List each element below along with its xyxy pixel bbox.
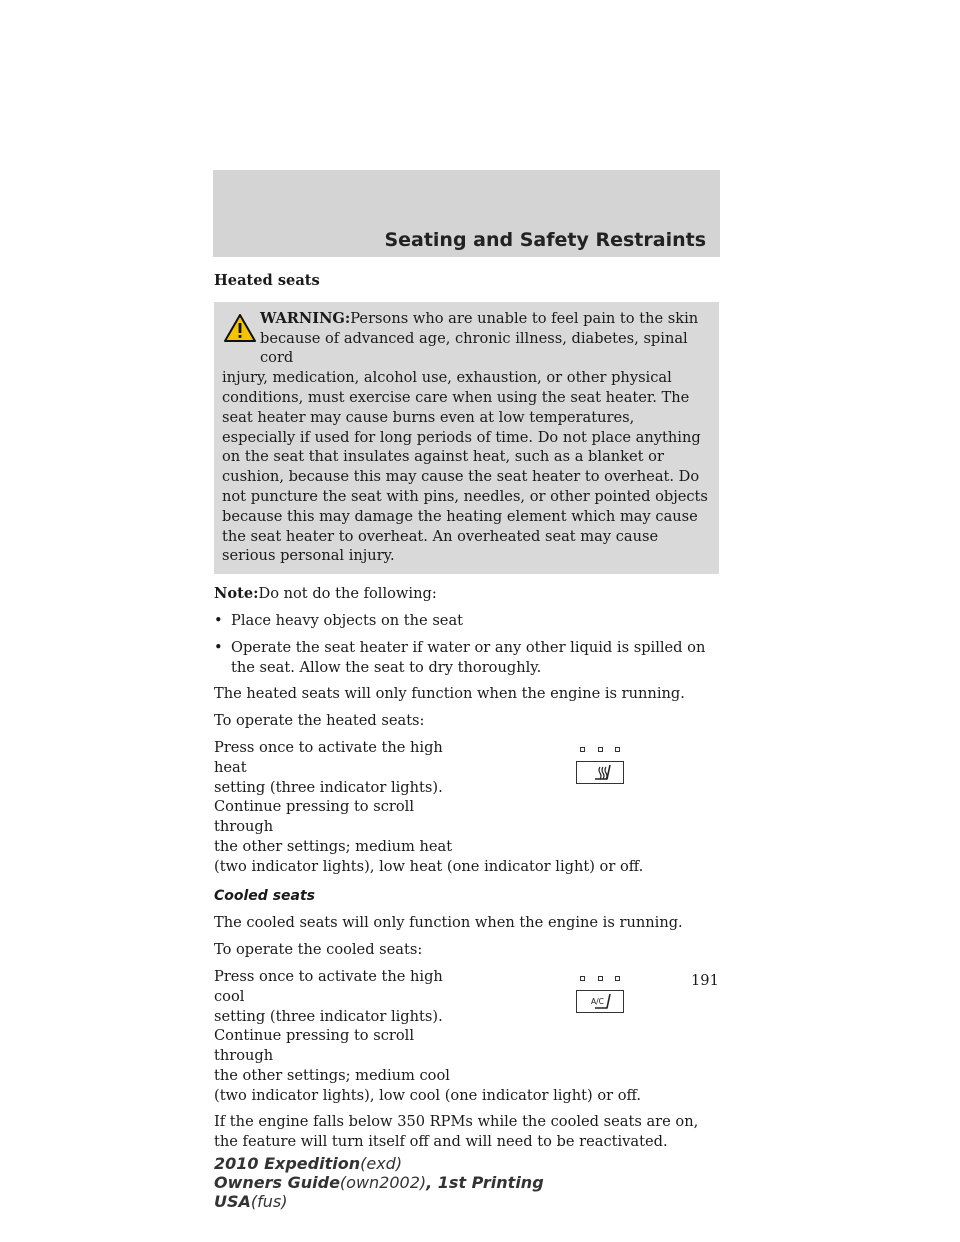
indicator-light (598, 747, 603, 752)
warning-line2: because of advanced age, chronic illness, diabetes, spinal cord (260, 329, 688, 367)
heated-press-line: setting (three indicator lights). (214, 778, 443, 796)
warning-line1: Persons who are unable to feel pain to the skin (350, 309, 699, 327)
footer-line-3 (214, 1192, 544, 1211)
footer-line-2 (214, 1173, 544, 1192)
header-band (213, 170, 720, 257)
footer-guide-code: (own2002) (339, 1173, 427, 1192)
cooled-press-line: Press once to activate the high cool (214, 967, 443, 1005)
warning-first-line (222, 309, 711, 329)
cooled-seat-icon (577, 991, 623, 1012)
warning-triangle-icon (224, 314, 256, 342)
heated-seats-heading: Heated seats (214, 272, 320, 289)
footer-line-1 (214, 1154, 544, 1173)
cooled-operate-text: To operate the cooled seats: (214, 941, 423, 959)
heated-function-text: The heated seats will only function when the engine is running. (214, 685, 685, 703)
section-title: Seating and Safety Restraints (384, 229, 706, 251)
cooled-seat-button[interactable] (576, 990, 624, 1013)
footer-region: USA (214, 1192, 251, 1211)
heated-seat-icon (577, 762, 623, 783)
cooled-seat-control[interactable] (576, 976, 628, 1020)
note-bullet-list (214, 611, 719, 677)
note-paragraph (214, 584, 719, 604)
footer-printing: , 1st Printing (426, 1173, 544, 1192)
heated-operate-text: To operate the heated seats: (214, 712, 425, 730)
heated-press-line: Continue pressing to scroll through (214, 798, 414, 836)
page-content (214, 271, 719, 1152)
cooled-instructions (214, 967, 719, 1106)
footer (214, 1154, 544, 1211)
warning-label: WARNING: (260, 309, 351, 327)
bullet-mark: • (214, 611, 223, 629)
indicator-light (598, 976, 603, 981)
page-number: 191 (691, 972, 719, 989)
heated-press-last: (two indicator lights), low heat (one indicator light) or off. (214, 857, 644, 875)
bullet-text: Operate the seat heater if water or any other liquid is spilled on the seat. Allow the seat to dry thoroughly. (231, 638, 706, 676)
footer-region-code: (fus) (250, 1192, 288, 1211)
cooled-button-label: A/C (591, 996, 604, 1006)
indicator-light (580, 747, 585, 752)
warning-box (214, 302, 719, 574)
heated-instructions (214, 738, 719, 877)
bullet-mark: • (214, 638, 223, 656)
cooled-indicator-lights (580, 976, 620, 981)
heated-press-line: Press once to activate the high heat (214, 738, 443, 776)
heated-seat-control[interactable] (576, 747, 628, 791)
cooled-function-text: The cooled seats will only function when the engine is running. (214, 914, 683, 932)
cooled-press-line: the other settings; medium cool (214, 1066, 450, 1084)
cooled-press-last: (two indicator lights), low cool (one indicator light) or off. (214, 1086, 642, 1104)
indicator-light (615, 747, 620, 752)
list-item (214, 611, 719, 631)
footer-guide: Owners Guide (214, 1173, 340, 1192)
list-item (214, 638, 719, 678)
note-text: Do not do the following: (258, 585, 437, 603)
bullet-text: Place heavy objects on the seat (231, 611, 464, 629)
footer-model: 2010 Expedition (214, 1154, 361, 1173)
note-label: Note: (214, 585, 259, 603)
indicator-light (580, 976, 585, 981)
cooled-rpm-text: If the engine falls below 350 RPMs while the cooled seats are on, the feature will turn itself off and will need to be reactivated. (214, 1113, 699, 1151)
footer-model-code: (exd) (360, 1154, 403, 1173)
heated-indicator-lights (580, 747, 620, 752)
indicator-light (615, 976, 620, 981)
heated-seat-button[interactable] (576, 761, 624, 784)
cooled-press-line: Continue pressing to scroll through (214, 1027, 414, 1065)
heated-press-line: the other settings; medium heat (214, 837, 453, 855)
cooled-seats-heading: Cooled seats (214, 887, 316, 904)
warning-body: injury, medication, alcohol use, exhaustion, or other physical conditions, must exercise care when using the seat heater. The seat heater may cause burns even at low temperatures, especially if used for long periods of time. Do not place anything on the seat that insulates against heat, such as a blanket or cushion, because this may cause the seat heater to overheat. Do not puncture the seat with pins, needles, or other pointed objects because this may damage the heating element which may cause the seat heater to overheat. An overheated seat may cause serious personal injury. (222, 369, 708, 565)
cooled-press-line: setting (three indicator lights). (214, 1007, 443, 1025)
